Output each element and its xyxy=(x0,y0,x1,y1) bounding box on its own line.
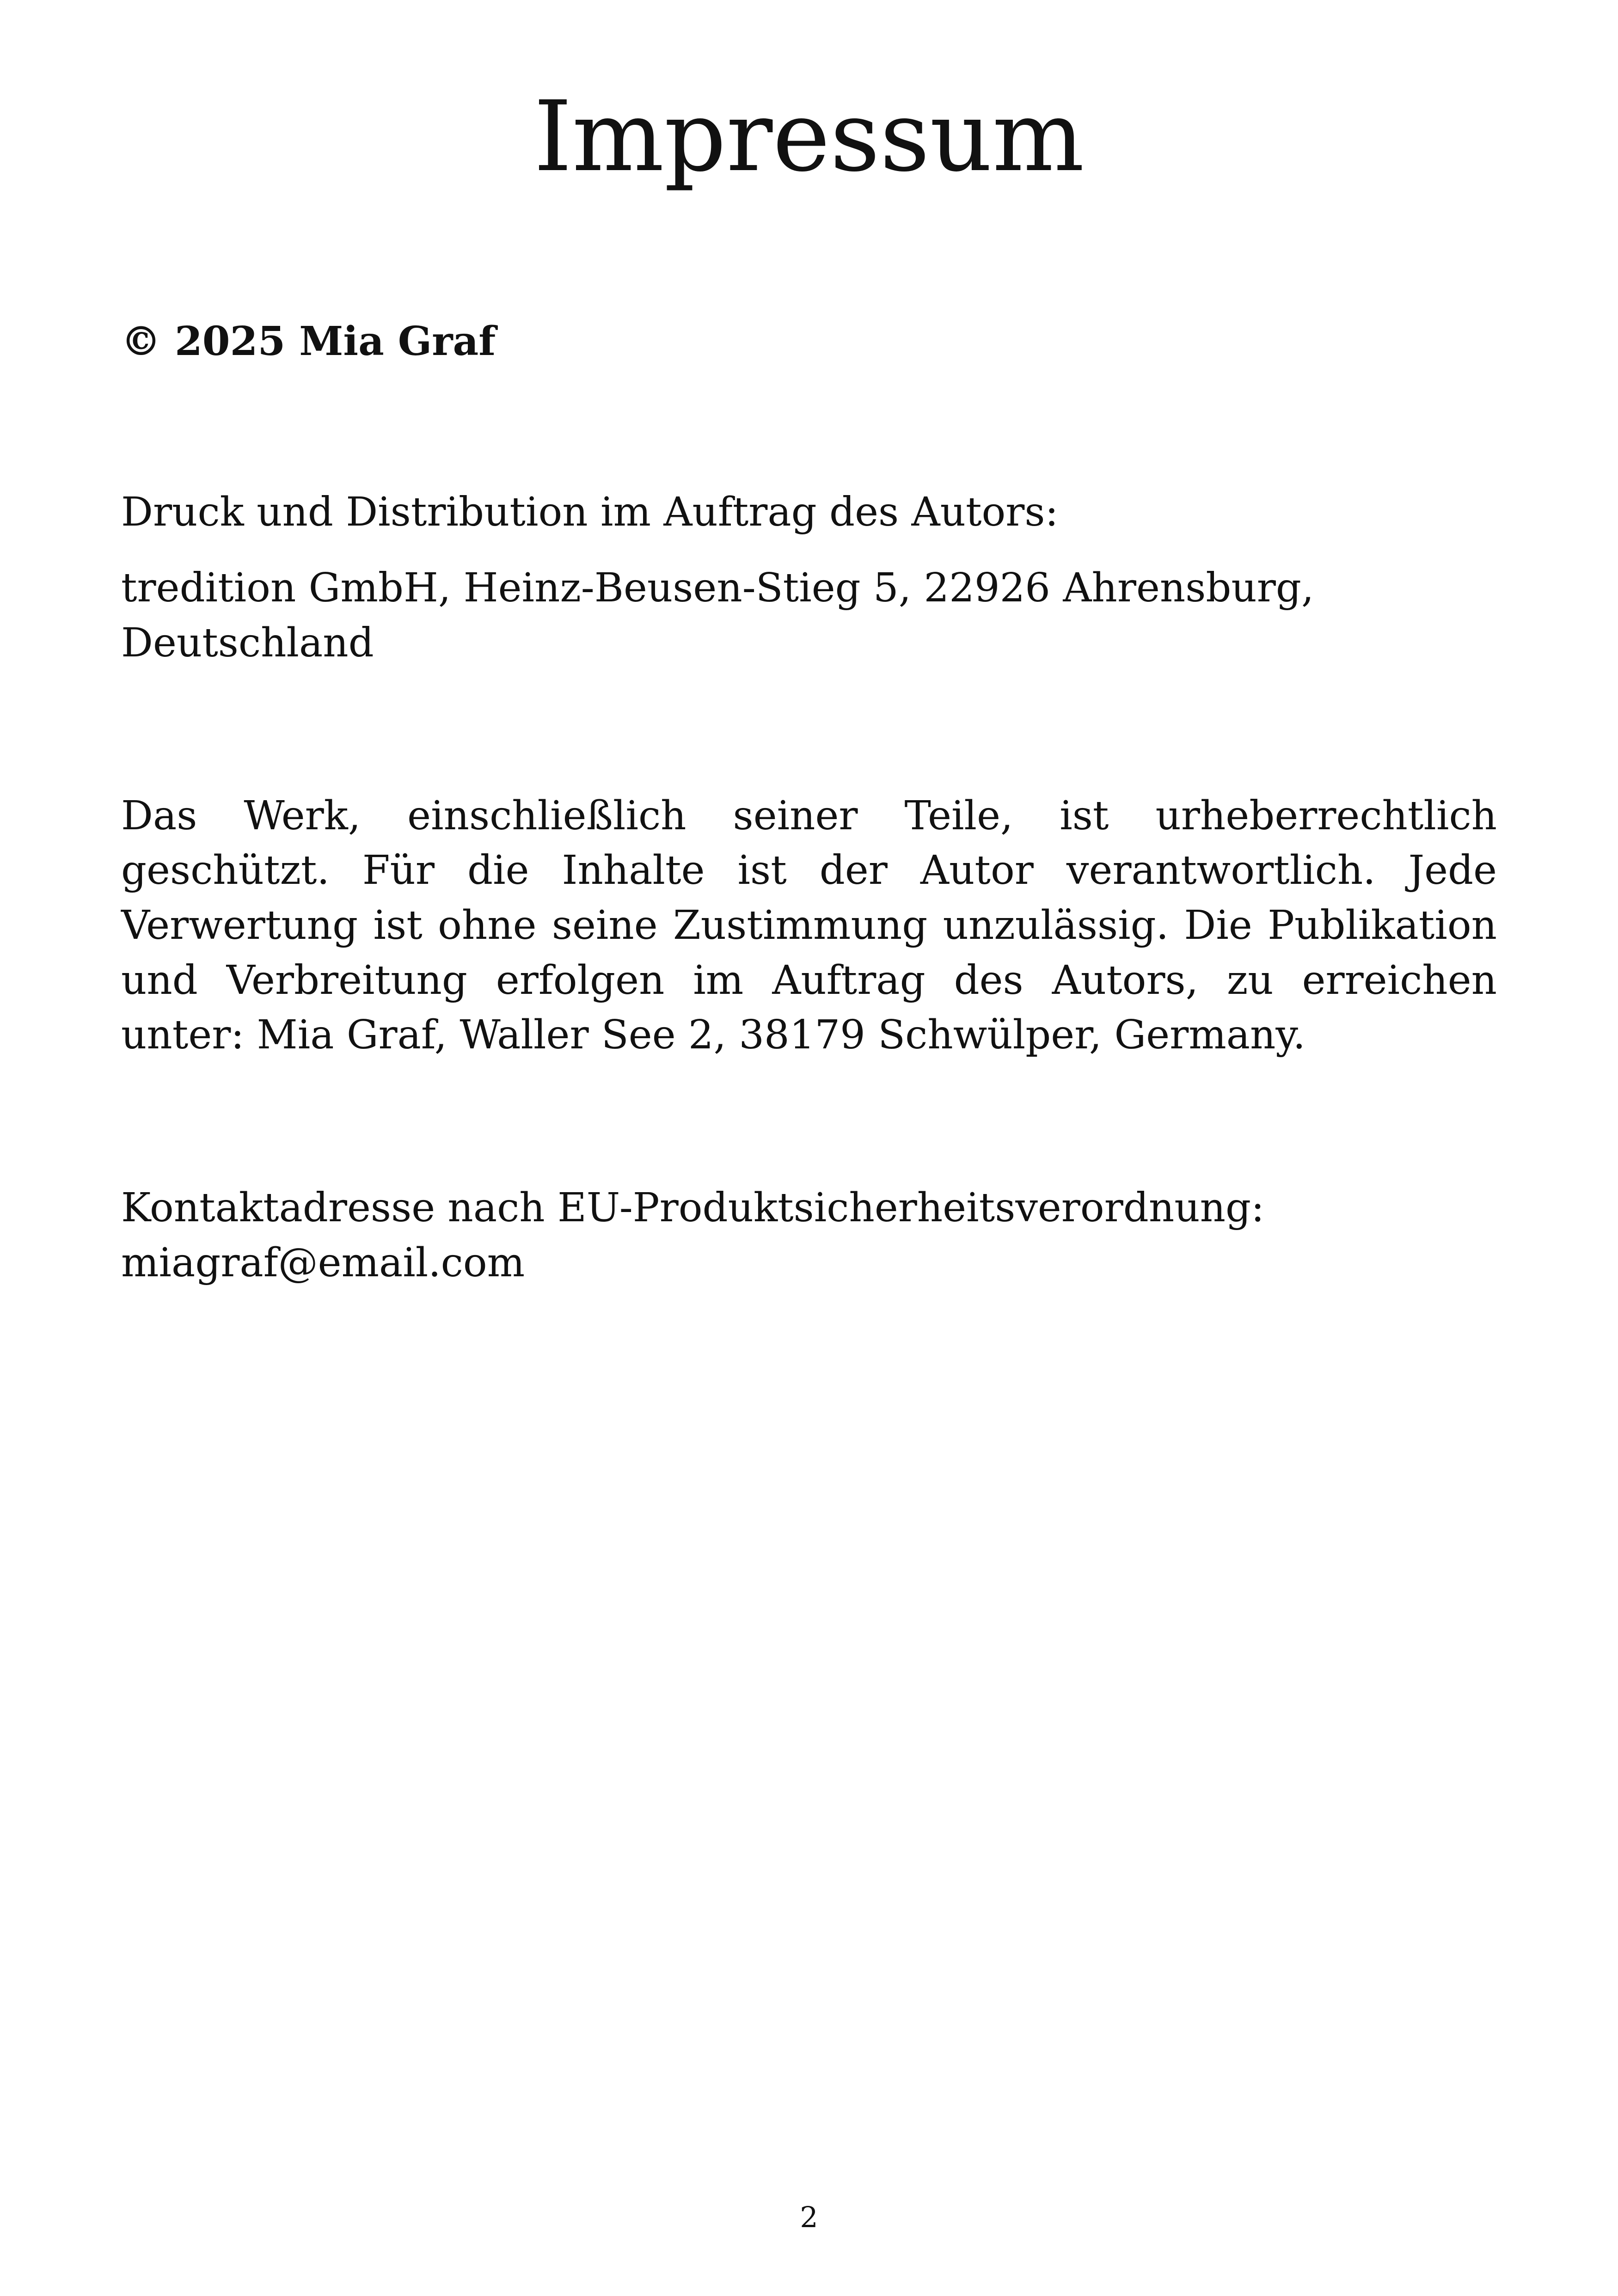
contact-label: Kontaktadresse nach EU-Produktsicherheitsverordnung: xyxy=(121,1185,1265,1231)
imprint-content xyxy=(121,314,1497,1311)
contact-block xyxy=(121,1181,1497,1290)
legal-notice: Das Werk, einschließlich seiner Teile, ist urheberrechtlich geschützt. Für die Inhalte ist der Autor verantwortlich. Jede Verwertung ist ohne seine Zustimmung unzulässig. Die Publikation und Verbreitung erfolgen im Auftrag des Autors, zu erreichen unter: Mia Graf, Waller See 2, 38179 Schwülper, Germany. xyxy=(121,792,1497,1059)
publisher-address-line-1: tredition GmbH, Heinz-Beusen-Stieg 5, 22926 Ahrensburg, xyxy=(121,565,1314,612)
publisher-address-line-2: Deutschland xyxy=(121,620,374,667)
page-number: 2 xyxy=(800,2200,818,2234)
contact-email: miagraf@email.com xyxy=(121,1239,525,1286)
copyright-notice: © 2025 Mia Graf xyxy=(121,318,496,365)
publisher-address xyxy=(121,561,1497,670)
distribution-label: Druck und Distribution im Auftrag des Autors: xyxy=(121,489,1059,535)
page-title: Impressum xyxy=(533,80,1085,193)
